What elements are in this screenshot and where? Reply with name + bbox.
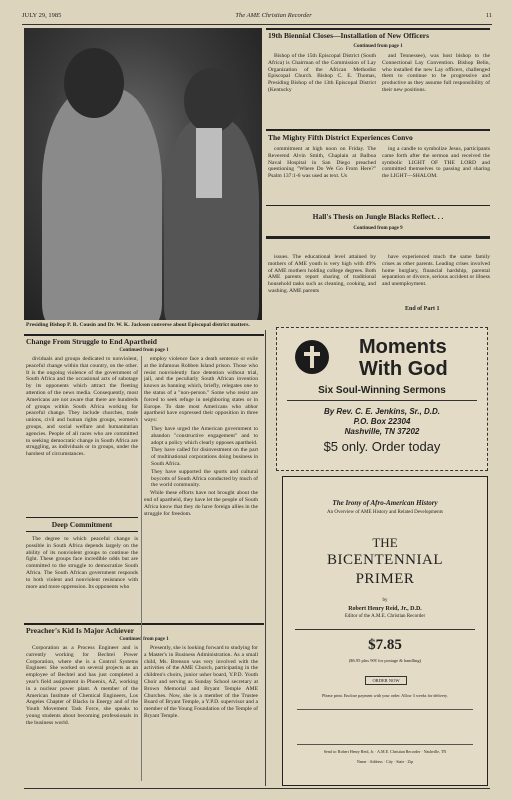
bottom-rule xyxy=(24,788,490,789)
moments-title-1: Moments xyxy=(359,336,447,358)
deep-commitment-text: The degree to which peaceful change is possible in South Africa depends largely on the ability of its nonviolent groups to continue the fight. These groups face incredible odds but are committed to the struggle to democratize South Africa. The South African government responds to both violent and nonviolent resistance with more and more oppression. Its opponents who xyxy=(26,536,138,590)
primer-overview: An Overview of AME History and Related Developments xyxy=(327,510,443,515)
ad-moments-with-god xyxy=(276,327,488,471)
primer-order-form xyxy=(297,709,473,745)
apartheid-continued: Continued from page 1 xyxy=(119,348,169,353)
apartheid-headline: Change From Struggle to End Apartheid xyxy=(26,337,157,346)
primer-fine-3: Name · Address · City · State · Zip xyxy=(356,759,414,764)
cross-icon xyxy=(295,340,329,374)
fifth-col-1-text: commitment at high noon on Friday. The Reverend Alvin Smith, Chaplain at Balboa Naval Hospital in San Diego preached questioning "Where Do We Go From Here?" Psalm 137:1-6 was used as text. Us xyxy=(268,146,376,180)
moments-divider xyxy=(287,400,477,401)
biennial-continued: Continued from page 1 xyxy=(353,44,403,49)
hall-col-2-text: have experienced much the same family crises as other parents. Leading crises involved home burglary, financial hardship, parental separation or divorce, serious accident or illness and unemployment. xyxy=(382,254,490,288)
biennial-col-2-text: and Tennessee), was host bishop to the Connectional Lay Convention. Bishop Belin, who installed the new Lay officers, challenged them to continue to be progressive and productive as they assume full responsibility of their new positions. xyxy=(382,53,490,93)
photo-figure-left-head xyxy=(64,48,124,118)
biennial-col-2 xyxy=(382,53,490,123)
biennial-headline: 19th Biennial Closes—Installation of New Officers xyxy=(268,31,430,40)
apartheid-bullet: • They have called for disinvestment on the part of multinational corporations doing business in South Africa. xyxy=(151,447,258,467)
photo-figure-left xyxy=(42,88,162,320)
primer-title-bicentennial: BICENTENNIAL xyxy=(327,552,443,568)
column-divider-main xyxy=(265,330,266,786)
header-date: JULY 29, 1985 xyxy=(22,12,62,19)
apartheid-col-2 xyxy=(144,356,258,618)
primer-divider xyxy=(295,629,475,630)
preacher-col-1 xyxy=(26,645,138,781)
rule-deep-commitment-bottom xyxy=(26,531,138,532)
moments-author: By Rev. C. E. Jenkins, Sr., D.D. xyxy=(323,407,441,416)
primer-irony: The Irony of Afro-American History xyxy=(332,499,438,507)
hall-end-marker: End of Part 1 xyxy=(405,306,440,312)
header-page-number: 11 xyxy=(485,12,492,19)
apartheid-bullet: • They have urged the American government to abandon "constructive engagement" and to adopt a policy which clearly opposes apartheid. xyxy=(151,426,258,446)
apartheid-col-1-text: dividuals and groups dedicated to nonviolent, peaceful change within that country, on the other. It is the ongoing violence of the government of South Africa and the occasional acts of sabotage by its opponents which attract the fleeting attention of the news media. Consequently, most Americans are not aware that there are hundreds of groups within South Africa working for peaceful change. They include churches, trade unions, civil and human rights groups, women's groups, and social welfare and humanitarian agencies. People of all races who are committed to seeking democratic change in South Africa are struggling, as individuals or in groups, under the harshest of circumstances. xyxy=(26,356,138,458)
rule-hall xyxy=(266,205,490,206)
cross-icon-vertical xyxy=(310,346,314,368)
hall-headline: Hall's Thesis on Jungle Blacks Reflect. . . xyxy=(312,212,444,221)
hall-col-2 xyxy=(382,254,490,304)
primer-price-note: ($6.95 plus 90¢ for postage & handling) xyxy=(348,658,422,663)
primer-author: Robert Henry Reid, Jr., D.D. xyxy=(348,606,422,612)
primer-order-label: ORDER NOW xyxy=(365,676,407,685)
column-divider-left xyxy=(141,356,142,781)
rule-apartheid xyxy=(24,334,264,336)
cross-icon-horizontal xyxy=(304,352,320,356)
fifth-col-1 xyxy=(268,146,376,202)
moments-subtitle: Six Soul-Winning Sermons xyxy=(318,385,446,396)
moments-title-2: With God xyxy=(359,358,448,380)
primer-price: $7.85 xyxy=(368,637,402,653)
preacher-col-1-text: Corporation as a Process Engineer and is currently working for Bechtel Power Corporation, where she is a Control Systems Engineer. She worked on several projects as an employee of Bechtel and has just completed a year's field assignment in Phoenix, AZ, working in a nuclear power plant. A member of the American Institute of Chemical Engineers, Los Angeles Chapter of Blacks in Energy and of the Youth Movement Task Force, she speaks to young students about becoming professionals in the business world. xyxy=(26,645,138,726)
rule-fifth xyxy=(266,129,490,131)
apartheid-col-1 xyxy=(26,356,138,514)
primer-fine-2: Send to: Robert Henry Reid, Jr. · A.M.E. Christian Recorder · Nashville, TN xyxy=(323,749,447,754)
rule-preacher xyxy=(24,623,264,625)
rule-hall-bottom xyxy=(266,236,490,239)
moments-price: $5 only. Order today xyxy=(323,439,441,454)
primer-title-the: THE xyxy=(372,535,398,550)
moments-address-1: P.O. Box 22304 xyxy=(353,417,411,426)
fifth-col-2-text: ing a candle to symbolize Jesus, participants came forth after the sermon and received the symbolic LIGHT OF THE LORD and committed themselves to passing and sharing the LIGHT—SHALOM. xyxy=(382,146,490,180)
fifth-headline: The Mighty Fifth District Experiences Convo xyxy=(268,133,413,142)
primer-title-primer: PRIMER xyxy=(355,571,415,587)
ad-bicentennial-primer xyxy=(282,476,488,786)
fifth-col-2 xyxy=(382,146,490,202)
primer-fine-1: Please print. Enclose payment with your order. Allow 3 weeks for delivery. xyxy=(322,693,448,698)
hall-col-1 xyxy=(268,254,376,316)
deep-commitment-col xyxy=(26,536,138,620)
biennial-col-1 xyxy=(268,53,376,123)
preacher-headline: Preacher's Kid Is Major Achiever xyxy=(26,626,135,635)
rule-biennial xyxy=(266,28,490,30)
preacher-col-2 xyxy=(144,645,258,781)
photo-shirt xyxy=(196,128,222,198)
header-paper-name: The AME Christian Recorder xyxy=(235,12,312,19)
apartheid-col-2-outro: While these efforts have not brought about the end of apartheid, they have let the people of South Africa know that they do have foreign allies in the struggle for freedom. xyxy=(144,490,258,517)
primer-editor: Editor of the A.M.E. Christian Recorder xyxy=(344,614,426,619)
hall-continued: Continued from page 9 xyxy=(353,226,403,231)
moments-address-2: Nashville, TN 37202 xyxy=(344,427,420,436)
apartheid-bullet: • They have supported the sports and cultural boycotts of South Africa conducted by much of the world community. xyxy=(151,469,258,489)
deep-commitment-headline: Deep Commitment xyxy=(51,520,113,529)
apartheid-col-2-intro: employ violence face a death sentence or exile at the infamous Robben Island prison. Those who resist nonviolently face detention without trial, jail, and the peculiarly South African invention known as banning which, briefly, relegates one to the status of a "non-person." Some who resist are forced to seek refuge in neighboring states or in Europe. To date most Americans who abhor apartheid have expressed their opposition in three ways: xyxy=(144,356,258,424)
primer-by: by xyxy=(382,598,388,603)
preacher-col-2-text: Presently, she is looking forward to studying for a Master's in Business Administration. As a small child, Ms. Brenson was very involved with the activities of the AME Church, participating in the children's choirs, junior usher board, Y.P.D. Youth Choir and serving as Sunday School secretary at Brown Memorial and Bryant Temple AME Churches. Now, she is a member of the Trustee Board of Bryant Temple, a Y.P.D. supervisor and a member of the Young Foundation of the Temple of Bryant Temple. xyxy=(144,645,258,719)
photo-figure-right-head xyxy=(184,68,239,133)
hall-col-1-text: issues. The educational level attained by mothers of AME youth is very high with 49% of AME mothers holding college degrees. Both AME parents report sharing of traditional household tasks such as cleaning, cooking, and washing. AME parents xyxy=(268,254,376,294)
rule-deep-commitment xyxy=(26,517,138,518)
running-header xyxy=(22,12,492,25)
biennial-col-1-text: Bishop of the 15th Episcopal District (South Africa) is Chairman of the Commission of Lay Organization of the African Methodist Episcopal Church. Bishop C. E. Thomas, Presiding Bishop of the 13th Episcopal District (Kentucky xyxy=(268,53,376,93)
photo-caption: Presiding Bishop P. R. Cousin and Dr. W. K. Jackson converse about Episcopal district matters. xyxy=(26,322,250,328)
apartheid-bullet-list xyxy=(144,426,258,489)
photo-bishops xyxy=(24,28,262,320)
preacher-continued: Continued from page 1 xyxy=(119,637,169,642)
